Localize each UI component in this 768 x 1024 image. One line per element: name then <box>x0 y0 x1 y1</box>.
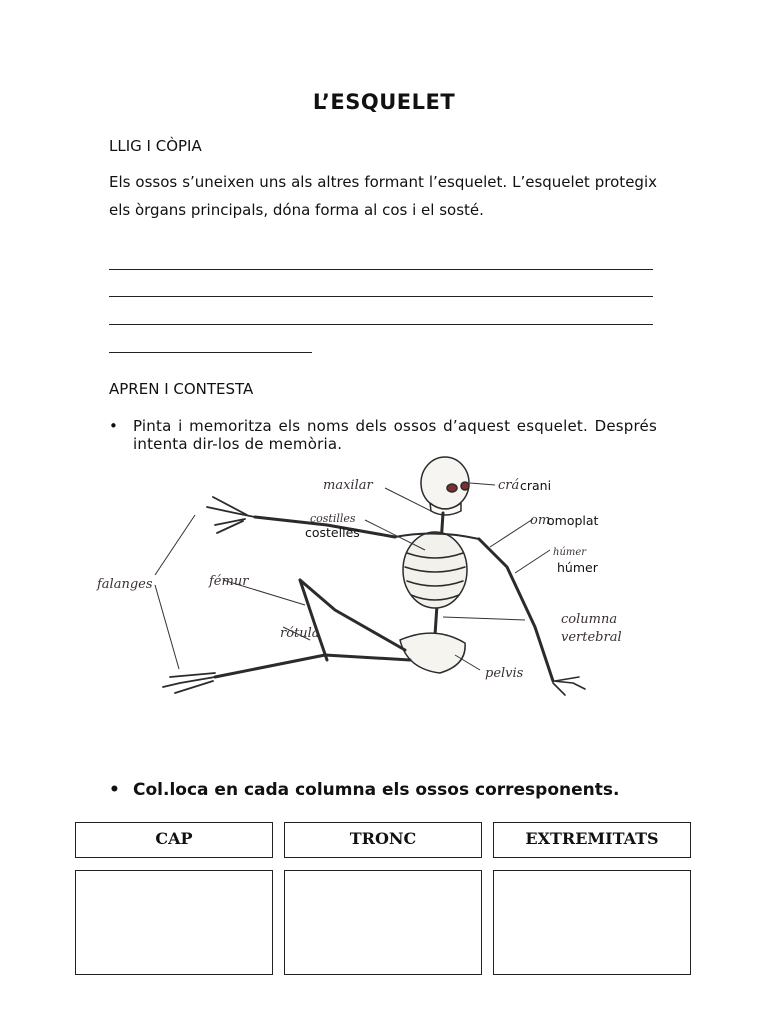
label-rotula: rótula <box>280 626 320 641</box>
label-columna: columna <box>561 612 618 627</box>
skeleton-illustration <box>95 455 655 715</box>
writing-line[interactable] <box>109 269 653 270</box>
column-header-cap: CAP <box>75 822 273 858</box>
bullet-dot: • <box>109 780 120 800</box>
label-omoplat-hw: om <box>530 513 551 528</box>
label-omoplat: omoplat <box>547 513 599 528</box>
label-crani-hw: crá <box>498 478 520 493</box>
label-femur: fémur <box>209 574 249 589</box>
instruction-text-2: Col.loca en cada columna els ossos corresponents. <box>133 780 620 800</box>
eye-socket <box>461 482 469 490</box>
label-maxilar: maxilar <box>323 478 373 493</box>
foot <box>163 673 215 693</box>
page-title: L’ESQUELET <box>312 90 456 114</box>
answer-box-cap[interactable] <box>75 870 273 975</box>
writing-line[interactable] <box>109 324 653 325</box>
label-costelles-hw: costilles <box>310 512 356 525</box>
bullet-dot: • <box>109 417 118 435</box>
label-humer: húmer <box>557 560 598 575</box>
answer-box-extremitats[interactable] <box>493 870 691 975</box>
answer-box-tronc[interactable] <box>284 870 482 975</box>
label-vertebral: vertebral <box>561 630 622 645</box>
right-arm <box>479 539 553 681</box>
instruction-bullet <box>109 417 657 457</box>
label-falanges: falanges <box>97 577 153 592</box>
right-hand <box>553 677 585 695</box>
section-heading-answer: APREN I CONTESTA <box>109 380 254 398</box>
label-pelvis: pelvis <box>485 666 524 681</box>
column-header-extremitats: EXTREMITATS <box>493 822 691 858</box>
pelvis <box>400 633 465 673</box>
section-heading-copy: LLIG I CÒPIA <box>109 137 202 155</box>
writing-line[interactable] <box>109 296 653 297</box>
instruction-text: Pinta i memoritza els noms dels ossos d’aquest esquelet. Després intenta dir-los de memòria. <box>133 417 657 453</box>
label-crani: crani <box>520 478 552 493</box>
eye-socket <box>447 484 457 492</box>
instruction-bullet-2 <box>109 780 669 804</box>
label-humer-hw: húmer <box>553 547 587 558</box>
left-hand <box>207 497 255 533</box>
writing-line[interactable] <box>109 352 312 353</box>
column-header-tronc: TRONC <box>284 822 482 858</box>
reading-paragraph: Els ossos s’uneixen uns als altres formant l’esquelet. L’esquelet protegix els òrgans principals, dóna forma al cos i el sosté. <box>109 173 657 219</box>
label-costelles: costelles <box>305 525 360 540</box>
right-leg <box>215 655 410 677</box>
